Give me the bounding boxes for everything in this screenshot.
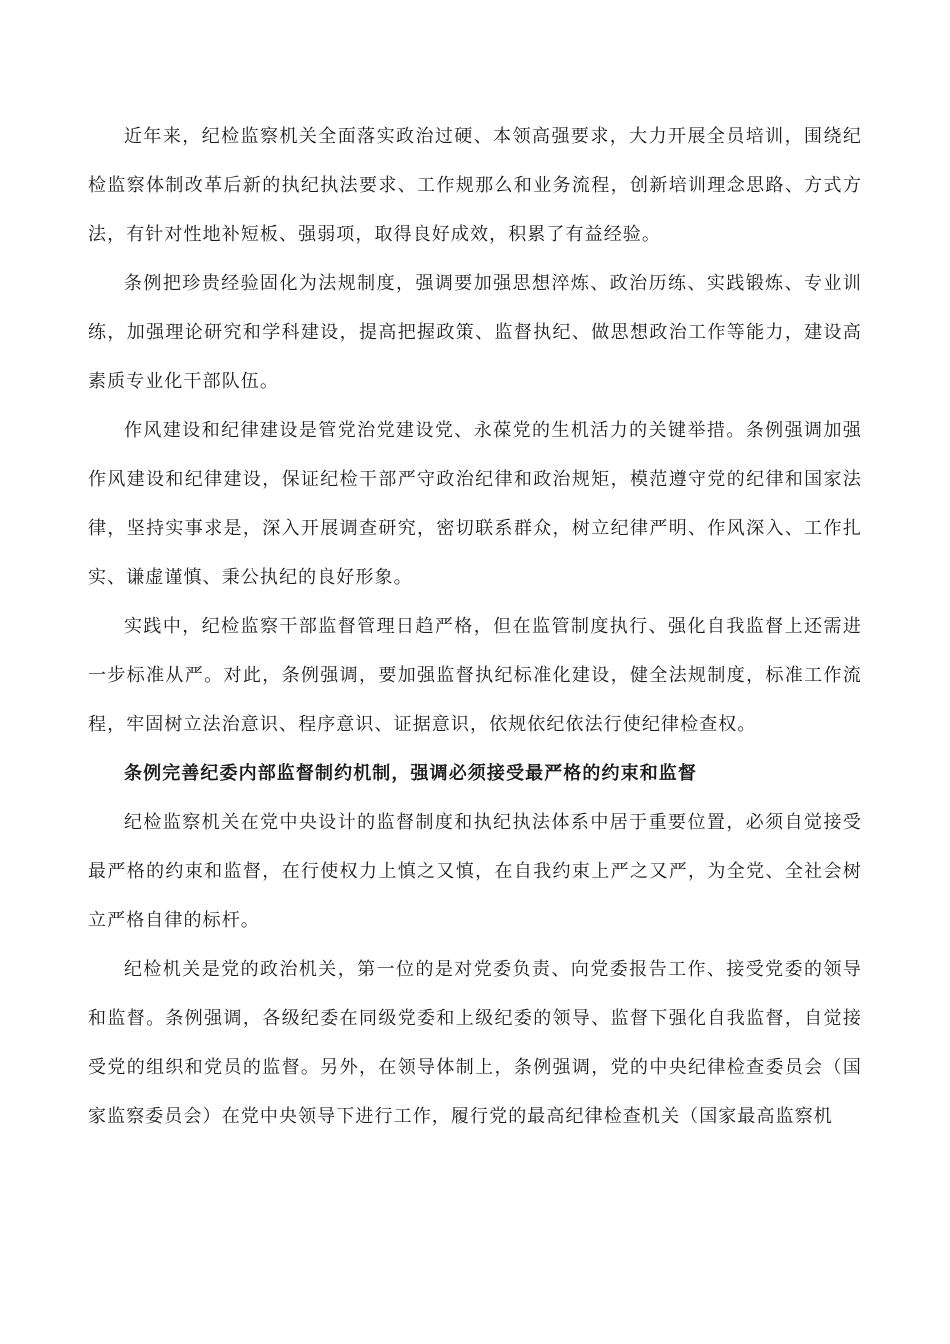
paragraph-2: 条例把珍贵经验固化为法规制度，强调要加强思想淬炼、政治历练、实践锻炼、专业训练，加强理论研究和学科建设，提高把握政策、监督执纪、做思想政治工作等能力，建设高素质专业化干部队伍。 xyxy=(88,273,862,392)
paragraph-1: 近年来，纪检监察机关全面落实政治过硬、本领高强要求，大力开展全员培训，围绕纪检监察体制改革后新的执纪执法要求、工作规那么和业务流程，创新培训理念思路、方式方法，有针对性地补短板、强弱项，取得良好成效，积累了有益经验。 xyxy=(88,126,862,245)
section-heading: 条例完善纪委内部监督制约机制，强调必须接受最严格的约束和监督 xyxy=(124,763,697,784)
paragraph-3: 作风建设和纪律建设是管党治党建设党、永葆党的生机活力的关键举措。条例强调加强作风建设和纪律建设，保证纪检干部严守政治纪律和政治规矩，模范遵守党的纪律和国家法律，坚持实事求是，深入开展调查研究，密切联系群众，树立纪律严明、作风深入、工作扎实、谦虚谨慎、秉公执纪的良好形象。 xyxy=(88,420,862,588)
paragraph-5: 纪检监察机关在党中央设计的监督制度和执纪执法体系中居于重要位置，必须自觉接受最严格的约束和监督，在行使权力上慎之又慎，在自我约束上严之又严，为全党、全社会树立严格自律的标杆。 xyxy=(88,812,862,931)
document-body xyxy=(88,112,862,1141)
paragraph-4: 实践中，纪检监察干部监督管理日趋严格，但在监管制度执行、强化自我监督上还需进一步标准从严。对此，条例强调，要加强监督执纪标准化建设，健全法规制度，标准工作流程，牢固树立法治意识、程序意识、证据意识，依规依纪依法行使纪律检查权。 xyxy=(88,616,862,735)
paragraph-6: 纪检机关是党的政治机关，第一位的是对党委负责、向党委报告工作、接受党委的领导和监督。条例强调，各级纪委在同级党委和上级纪委的领导、监督下强化自我监督，自觉接受党的组织和党员的监督。另外，在领导体制上，条例强调，党的中央纪律检查委员会（国家监察委员会）在党中央领导下进行工作，履行党的最高纪律检查机关（国家最高监察机 xyxy=(88,959,862,1127)
